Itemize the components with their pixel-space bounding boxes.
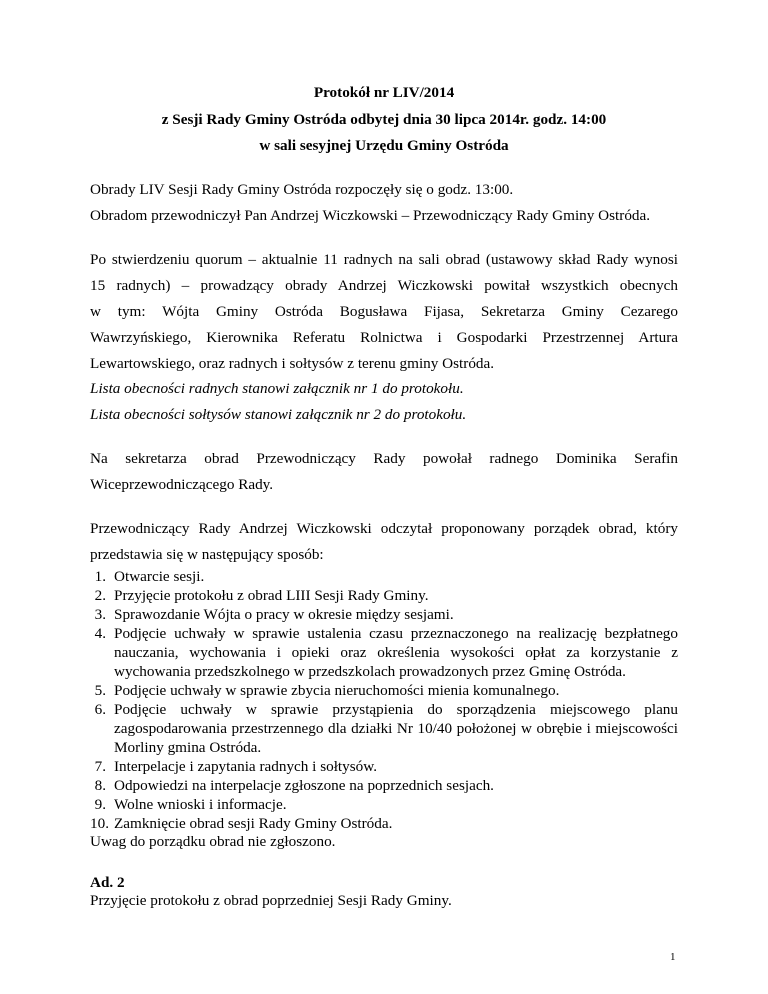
agenda-item-text: Przyjęcie protokołu z obrad LIII Sesji Rady Gminy. [114, 587, 429, 604]
section-heading-ad2: Ad. 2 [90, 874, 125, 891]
quorum-line-5: Lewartowskiego, oraz radnych i sołtysów z terenu gminy Ostróda. [90, 355, 495, 372]
agenda-item [90, 681, 678, 700]
agenda-item [90, 795, 678, 814]
attachment-note-1: Lista obecności radnych stanowi załącznik nr 1 do protokołu. [90, 380, 464, 397]
agenda-item-text: Otwarcie sesji. [114, 568, 205, 585]
agenda-item-number: 6. [94, 701, 106, 718]
agenda-item [90, 586, 678, 605]
agenda-item-number: 9. [94, 796, 106, 813]
quorum-line-3: w tym: Wójta Gminy Ostróda Bogusława Fijasa, Sekretarza Gminy Cezarego [90, 303, 678, 320]
agenda-item-number: 3. [94, 606, 106, 623]
agenda-item-number: 7. [94, 758, 106, 775]
agenda-item [90, 700, 678, 757]
attachment-note-2: Lista obecności sołtysów stanowi załącznik nr 2 do protokołu. [90, 406, 467, 423]
document-location: w sali sesyjnej Urzędu Gminy Ostróda [259, 137, 509, 154]
agenda-item-text: Wolne wnioski i informacje. [114, 796, 287, 813]
agenda-item [90, 567, 678, 586]
agenda-item-number: 5. [94, 682, 106, 699]
agenda-item-text: Podjęcie uchwały w sprawie zbycia nieruchomości mienia komunalnego. [114, 682, 560, 699]
agenda-item-number: 8. [94, 777, 106, 794]
agenda-intro-line-1: Przewodniczący Rady Andrzej Wiczkowski odczytał proponowany porządek obrad, który [90, 520, 678, 537]
secretary-line-1: Na sekretarza obrad Przewodniczący Rady powołał radnego Dominika Serafin [90, 450, 678, 467]
quorum-line-1: Po stwierdzeniu quorum – aktualnie 11 radnych na sali obrad (ustawowy skład Rady wynosi [90, 251, 678, 268]
agenda-item-number: 4. [94, 625, 106, 642]
agenda-list [90, 567, 678, 833]
agenda-item-text: Sprawozdanie Wójta o pracy w okresie między sesjami. [114, 606, 454, 623]
agenda-item-number: 1. [94, 568, 106, 585]
agenda-item [90, 776, 678, 795]
agenda-item [90, 624, 678, 681]
agenda-item [90, 605, 678, 624]
ad2-text: Przyjęcie protokołu z obrad poprzedniej Sesji Rady Gminy. [90, 892, 452, 909]
agenda-item-number: 10. [90, 815, 109, 832]
agenda-item-text: Podjęcie uchwały w sprawie ustalenia czasu przeznaczonego na realizację bezpłatnego nauczania, wychowania i opieki oraz określenia wysokości opłat za korzystanie z wychowania przedszkolnego w przedszkolach prowadzonych przez Gminę Ostróda. [114, 625, 678, 680]
agenda-item-text: Zamknięcie obrad sesji Rady Gminy Ostróda. [114, 815, 393, 832]
quorum-line-2: 15 radnych) – prowadzący obrady Andrzej Wiczkowski powitał wszystkich obecnych [90, 277, 678, 294]
agenda-item [90, 814, 678, 833]
intro-line-2: Obradom przewodniczył Pan Andrzej Wiczkowski – Przewodniczący Rady Gminy Ostróda. [90, 207, 651, 224]
agenda-remark: Uwag do porządku obrad nie zgłoszono. [90, 833, 336, 850]
document-title: Protokół nr LIV/2014 [313, 84, 455, 101]
document-subtitle: z Sesji Rady Gminy Ostróda odbytej dnia 30 lipca 2014r. godz. 14:00 [161, 111, 607, 128]
agenda-item [90, 757, 678, 776]
agenda-item-text: Interpelacje i zapytania radnych i sołtysów. [114, 758, 378, 775]
agenda-item-text: Odpowiedzi na interpelacje zgłoszone na poprzednich sesjach. [114, 777, 494, 794]
quorum-line-4: Wawrzyńskiego, Kierownika Referatu Rolnictwa i Gospodarki Przestrzennej Artura [90, 329, 678, 346]
agenda-item-number: 2. [94, 587, 106, 604]
page-number: 1 [670, 951, 676, 963]
agenda-intro-line-2: przedstawia się w następujący sposób: [90, 546, 324, 563]
intro-line-1: Obrady LIV Sesji Rady Gminy Ostróda rozpoczęły się o godz. 13:00. [90, 181, 514, 198]
agenda-item-text: Podjęcie uchwały w sprawie przystąpienia do sporządzenia miejscowego planu zagospodarowania przestrzennego dla działki Nr 10/40 położonej w obrębie i miejscowości Morliny gmina Ostróda. [114, 701, 678, 756]
secretary-line-2: Wiceprzewodniczącego Rady. [90, 476, 274, 493]
